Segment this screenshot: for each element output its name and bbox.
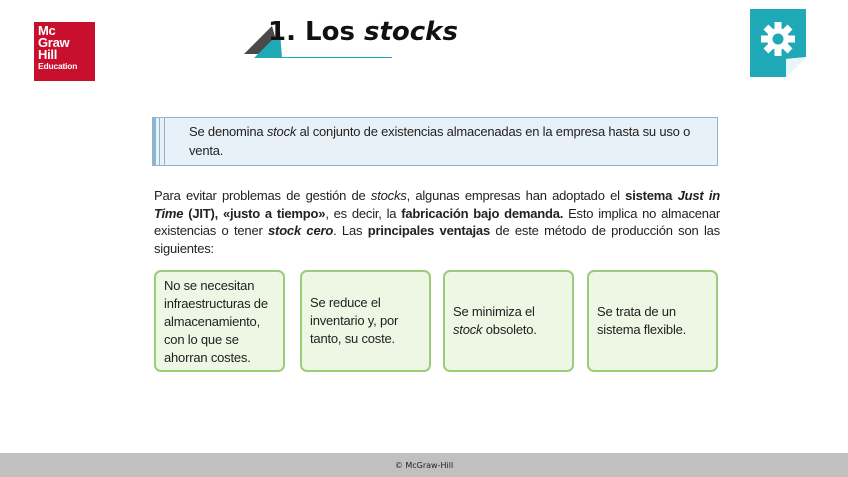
advantage-card-3 bbox=[443, 270, 574, 372]
paragraph-part: . Las bbox=[333, 223, 368, 238]
definition-post: al conjunto de existencias almacenadas en la empresa hasta su uso o venta. bbox=[189, 124, 691, 158]
advantage-text bbox=[453, 303, 564, 339]
advantage-text: Se reduce el inventario y, por tanto, su coste. bbox=[310, 295, 399, 346]
paragraph-bold-emphasis: Just in Time bbox=[154, 188, 720, 221]
advantage-text-post: obsoleto. bbox=[482, 322, 537, 337]
paragraph-bold: fabricación bajo demanda. bbox=[401, 205, 564, 221]
logo-line-1: Mc bbox=[38, 23, 56, 38]
advantage-card-4 bbox=[587, 270, 718, 372]
paragraph-part: de este método de producción son las siguientes: bbox=[154, 223, 720, 256]
paragraph-bold: sistema bbox=[625, 188, 673, 203]
paragraph-part: Esto implica no almacenar existencias o tener bbox=[154, 205, 720, 238]
definition-term: stock bbox=[266, 124, 297, 139]
copyright-text: © McGraw-Hill bbox=[394, 460, 454, 470]
advantage-text-emphasis: stock bbox=[453, 322, 483, 337]
paragraph-part: , es decir, la bbox=[325, 205, 402, 221]
logo-line-4: Education bbox=[38, 61, 78, 71]
definition-box bbox=[152, 117, 718, 166]
paragraph-emphasis: stocks bbox=[370, 188, 407, 203]
advantage-text: Se trata de un sistema flexible. bbox=[597, 304, 687, 337]
footer-bar bbox=[0, 453, 848, 477]
intro-paragraph bbox=[154, 187, 720, 257]
advantage-text-pre: Se minimiza el bbox=[453, 304, 535, 319]
advantage-card-2 bbox=[300, 270, 431, 372]
logo-line-3: Hill bbox=[38, 47, 58, 62]
page-title bbox=[268, 17, 458, 47]
advantage-card-1 bbox=[154, 270, 285, 372]
logo-line-2: Graw bbox=[38, 35, 70, 50]
paragraph-part: Para evitar problemas de gestión de bbox=[154, 188, 371, 203]
title-emphasis: stocks bbox=[364, 17, 458, 47]
definition-pre: Se denomina bbox=[189, 124, 267, 139]
paragraph-bold: principales ventajas bbox=[367, 223, 490, 238]
paragraph-bold-emphasis: stock cero bbox=[268, 223, 334, 238]
mcgraw-hill-logo bbox=[34, 22, 95, 81]
title-word: Los bbox=[305, 17, 355, 47]
definition-text bbox=[189, 122, 697, 160]
paragraph-part: , algunas empresas han adoptado el bbox=[406, 188, 626, 203]
settings-gear-icon bbox=[750, 9, 806, 77]
advantage-text: No se necesitan infraestructuras de almacenamiento, con lo que se ahorran costes. bbox=[164, 278, 268, 365]
advantages-cards bbox=[154, 270, 720, 374]
title-number: 1. bbox=[268, 17, 296, 47]
paragraph-bold: (JIT), «justo a tiempo» bbox=[183, 205, 326, 221]
definition-accent-bars bbox=[153, 118, 165, 165]
